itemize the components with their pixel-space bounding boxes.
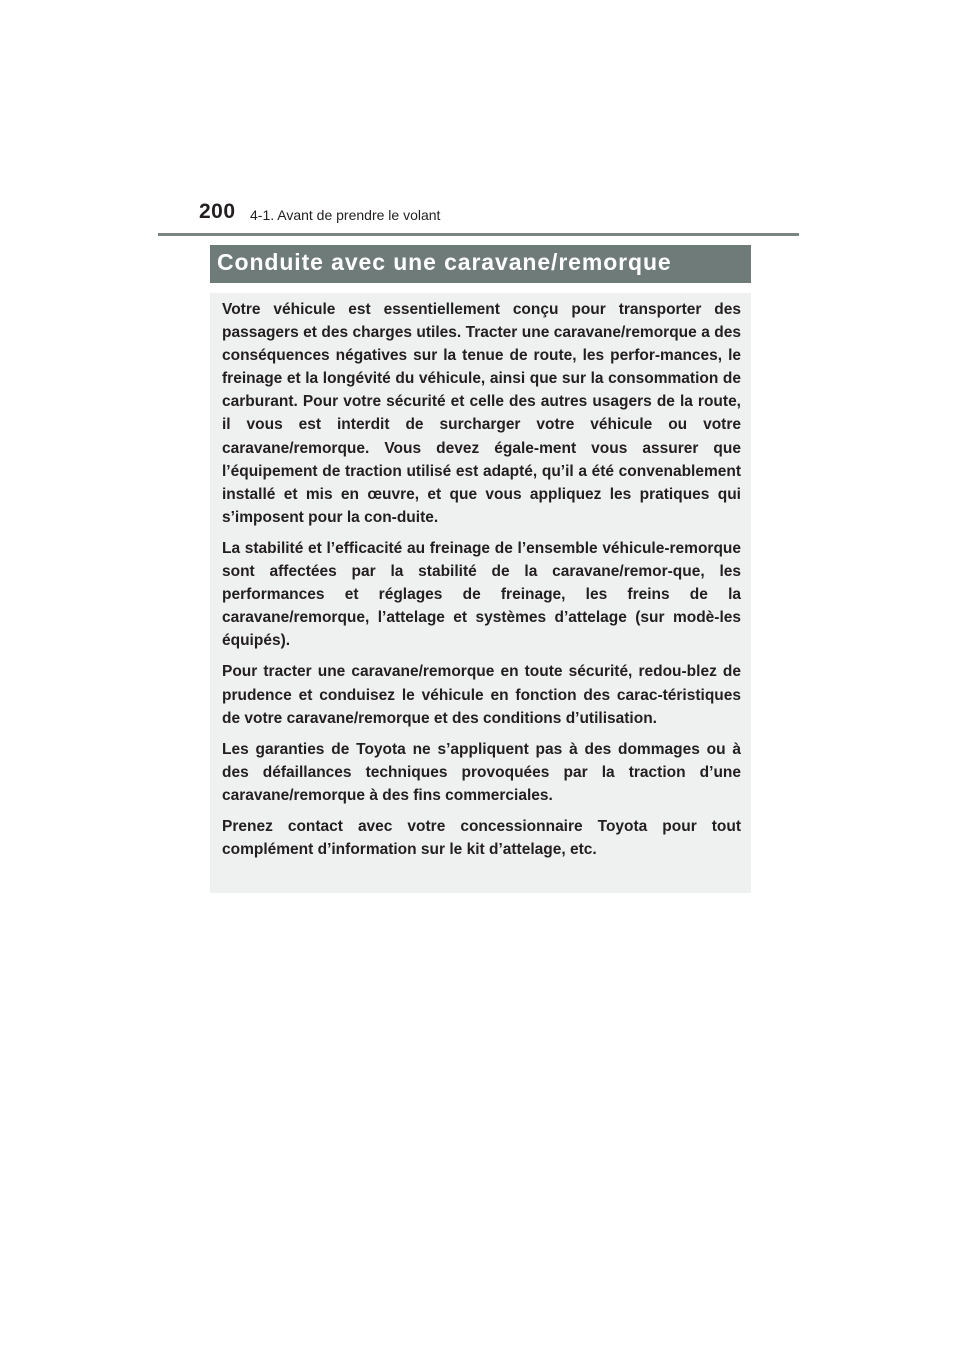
paragraph-dealer-contact: Prenez contact avec votre concessionnaire Toyota pour tout complément d’information sur le kit d’attelage, etc. xyxy=(222,817,741,859)
page-number: 200 xyxy=(199,200,236,223)
header-divider xyxy=(158,233,799,236)
page-title: Conduite avec une caravane/remorque xyxy=(217,249,672,275)
paragraph-vehicle-purpose: Votre véhicule est essentiellement conçu pour transporter des passagers et des charges utiles. Tracter une caravane/remorque a des conséquences négatives sur la tenue de route, les perfor-mances, le freinage et la longévité du véhicule, ainsi que sur la consommation de carburant. Pour votre sécurité et celle des autres usagers de la route, il vous est interdit de surcharger votre véhicule ou votre caravane/remorque. Vous devez égale-ment vous assurer que l’équipement de traction utilisé est adapté, qu’il a été convenablement installé et mis en œuvre, et que vous appliquez les pratiques qui s’imposent pour la con-duite. xyxy=(222,301,741,526)
paragraph-warranty: Les garanties de Toyota ne s’appliquent pas à des dommages ou à des défaillances techniques provoquées par la traction d’une caravane/remorque à des fins commerciales. xyxy=(222,740,741,804)
section-title-bar xyxy=(210,245,751,283)
page-header xyxy=(0,0,960,240)
paragraph-safe-towing: Pour tracter une caravane/remorque en toute sécurité, redou-blez de prudence et conduisez le véhicule en fonction des carac-téristiques de votre caravane/remorque et des conditions d’utilisation. xyxy=(222,663,741,727)
section-breadcrumb: 4-1. Avant de prendre le volant xyxy=(250,207,441,223)
paragraph-stability: La stabilité et l’efficacité au freinage de l’ensemble véhicule-remorque sont affectées par la stabilité de la caravane/remor-que, les performances et réglages de freinage, les freins de la caravane/remorque, l’attelage et systèmes d’attelage (sur modè-les équipés). xyxy=(222,539,741,650)
intro-text-box xyxy=(210,293,751,893)
